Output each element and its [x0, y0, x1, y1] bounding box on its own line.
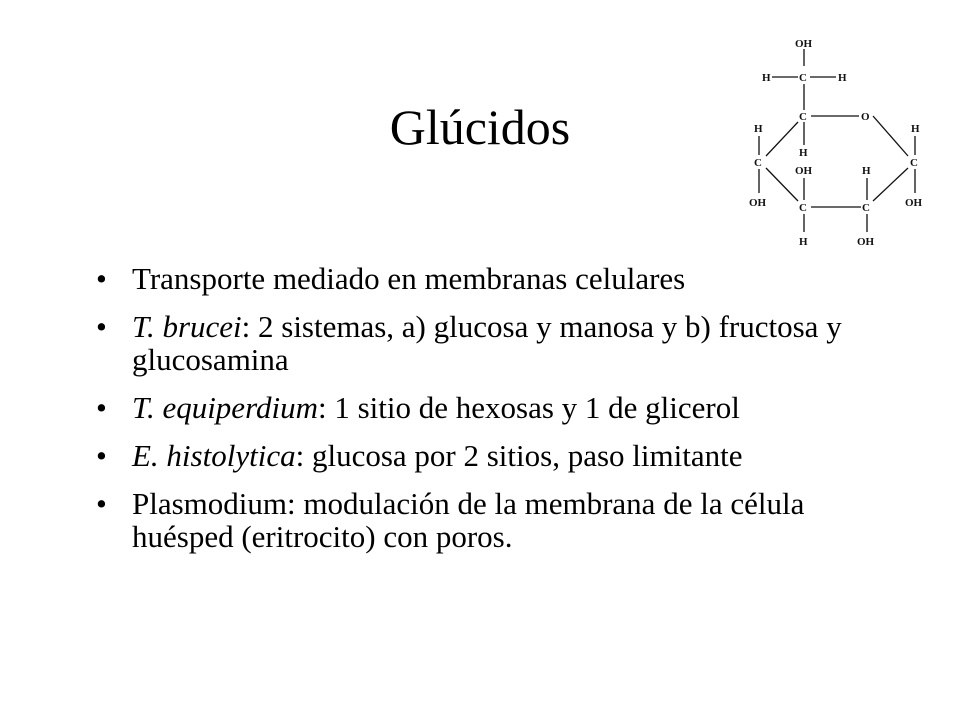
- atom-label: H: [754, 123, 763, 135]
- atom-label: C: [799, 72, 807, 84]
- atom-label: H: [799, 147, 808, 159]
- atom-label: O: [861, 111, 870, 123]
- bullet-list: [96, 262, 856, 568]
- glucose-structure-diagram: [728, 28, 960, 266]
- atom-label: C: [754, 157, 762, 169]
- atom-label: H: [838, 72, 847, 84]
- bullet-item: [96, 310, 856, 376]
- bullet-item: [96, 262, 856, 295]
- species-name: E. histolytica: [132, 438, 296, 473]
- atom-label: C: [910, 157, 918, 169]
- bullet-text: : 1 sitio de hexosas y 1 de glicerol: [318, 390, 740, 425]
- atom-label: OH: [749, 197, 767, 209]
- atom-label: C: [862, 202, 870, 214]
- atom-label: H: [911, 123, 920, 135]
- bullet-text: : 2 sistemas, a) glucosa y manosa y b) fructosa y glucosamina: [132, 309, 842, 377]
- atom-label: OH: [795, 38, 813, 50]
- bond: [766, 168, 798, 201]
- species-name: T. equiperdium: [132, 390, 318, 425]
- bullet-marker: •: [96, 486, 107, 521]
- glucose-structure-svg: [728, 28, 960, 266]
- species-name: T. brucei: [132, 309, 242, 344]
- bullet-item: [96, 487, 856, 553]
- atom-label: OH: [795, 165, 813, 177]
- bullet-item: [96, 391, 856, 424]
- bullet-marker: •: [96, 438, 107, 473]
- atom-label: OH: [905, 197, 923, 209]
- atom-label: C: [799, 111, 807, 123]
- bullet-text: Transporte mediado en membranas celulares: [132, 261, 686, 296]
- bond: [873, 168, 908, 201]
- bond: [873, 116, 908, 156]
- bullet-marker: •: [96, 390, 107, 425]
- atom-label: H: [862, 165, 871, 177]
- atom-label: C: [799, 202, 807, 214]
- atom-label: H: [799, 236, 808, 248]
- bullet-text: Plasmodium: modulación de la membrana de la célula huésped (eritrocito) con poros.: [132, 486, 805, 554]
- atom-label: OH: [857, 236, 875, 248]
- bullet-item: [96, 439, 856, 472]
- bullet-marker: •: [96, 261, 107, 296]
- bond: [766, 122, 798, 156]
- bullet-marker: •: [96, 309, 107, 344]
- atom-label: H: [762, 72, 771, 84]
- bullet-text: : glucosa por 2 sitios, paso limitante: [295, 438, 743, 473]
- slide-title: Glúcidos: [389, 99, 571, 155]
